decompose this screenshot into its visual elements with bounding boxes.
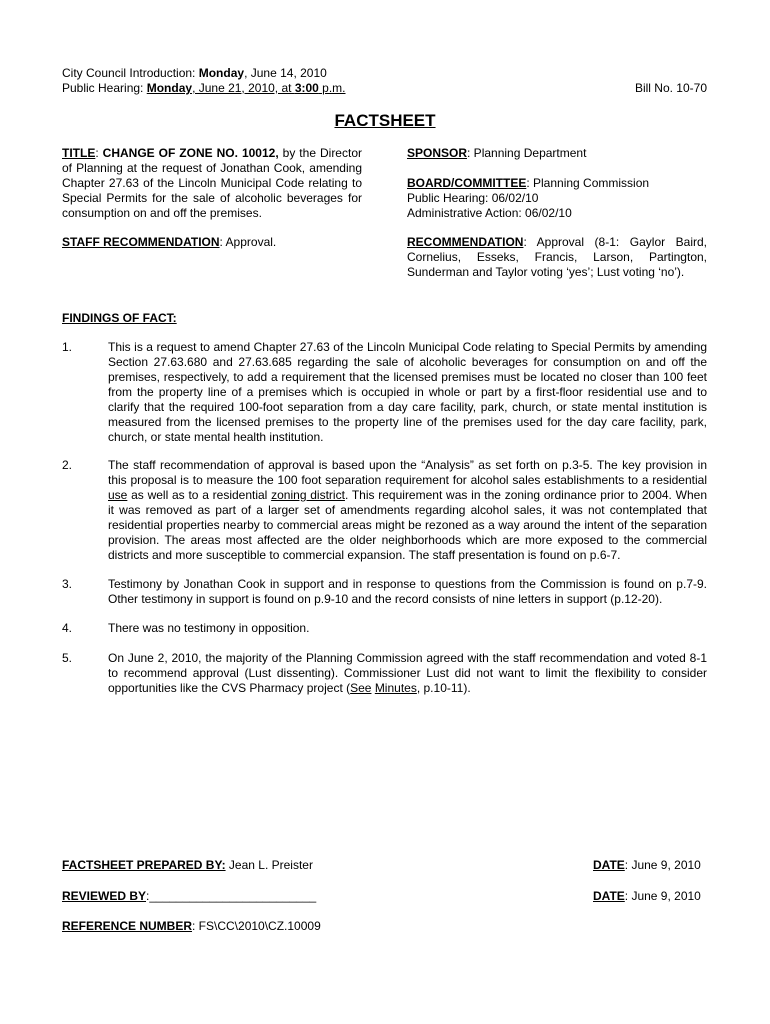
finding-text: The staff recommendation of approval is based upon the “Analysis” as set forth on p.3-5. The key provision in this proposal is to measure the 100 foot separation requirement for alcohol sales establishments to a residential use as well as to a residential zoning district. This requirement was in the zoning ordinance prior to 2004. When it was removed as part of a larger set of amendments regarding alcohol sales, it was not contemplated that residential properties nearby to commercial areas might be rezoned as a way around the intent of the separation provision. The areas most affected are the older neighborhoods which are more exposed to the commercial districts and more susceptible to commercial expansion. The staff presentation is found on p.6-7. bbox=[108, 458, 707, 562]
page-title: FACTSHEET bbox=[334, 111, 436, 130]
finding-text: This is a request to amend Chapter 27.63 of the Lincoln Municipal Code relating to Special Permits by amending Section 27.63.680 and 27.63.685 regarding the sale of alcoholic beverages for consumption on and off the premises, respectively, to add a requirement that the licensed premises must be located no closer than 100 feet from the property line of a premises which is occupied in whole or part by a first-floor residential use and to clarify that the required 100-foot separation from a day care facility, park, church, or state mental institution is measured from the licensed premises to the property line of the premises used for the day care facility, park, church, or state mental health institution. bbox=[108, 340, 707, 444]
board-committee: BOARD/COMMITTEE: Planning Commission bbox=[407, 176, 650, 190]
finding-number: 1. bbox=[62, 340, 73, 354]
ordinance-title: TITLE: CHANGE OF ZONE NO. 10012, by the Director of Planning at the request of Jonathan Cook, amending Chapter 27.63 of the Lincoln Municipal Code relating to Special Permits for the sale of alcoholic beverages for consumption on and off the premises. bbox=[62, 146, 362, 220]
finding-text: Testimony by Jonathan Cook in support and in response to questions from the Commission is found on p.7-9. Other testimony in support is found on p.9-10 and the record consists of nine letters in support (p.12-20). bbox=[108, 577, 707, 606]
commission-recommendation: RECOMMENDATION: Approval (8-1: Gaylor Baird, Cornelius, Esseks, Francis, Larson, Partington, Sunderman and Taylor voting ‘yes’; Lust voting ‘no’). bbox=[407, 235, 707, 279]
planning-public-hearing: Public Hearing: 06/02/10 bbox=[407, 191, 539, 205]
intro-day: Monday bbox=[198, 66, 245, 80]
reviewed-date: DATE: June 9, 2010 bbox=[593, 889, 701, 903]
council-introduction-line: City Council Introduction: Monday, June 14, 2010 bbox=[62, 66, 327, 80]
sponsor: SPONSOR: Planning Department bbox=[407, 146, 587, 160]
staff-recommendation: STAFF RECOMMENDATION: Approval. bbox=[62, 235, 277, 249]
finding-number: 5. bbox=[62, 651, 73, 665]
finding-text: On June 2, 2010, the majority of the Planning Commission agreed with the staff recommendation and voted 8-1 to recommend approval (Lust dissenting). Commissioner Lust did not want to limit the flexibility to consider opportunities like the CVS Pharmacy project (See Minutes, p.10-11). bbox=[108, 651, 707, 695]
hearing-day: Monday bbox=[146, 81, 193, 95]
public-hearing-line: Public Hearing: Monday, June 21, 2010, at 3:00 p.m. bbox=[62, 81, 346, 95]
finding-number: 4. bbox=[62, 621, 73, 635]
findings-heading: FINDINGS OF FACT: bbox=[62, 311, 177, 325]
prepared-by: FACTSHEET PREPARED BY: Jean L. Preister bbox=[62, 858, 313, 872]
administrative-action: Administrative Action: 06/02/10 bbox=[407, 206, 572, 220]
finding-number: 3. bbox=[62, 577, 73, 591]
prepared-date: DATE: June 9, 2010 bbox=[593, 858, 701, 872]
reference-number: REFERENCE NUMBER: FS\CC\2010\CZ.10009 bbox=[62, 919, 321, 933]
reviewed-by: REVIEWED BY:_________________________ bbox=[62, 889, 317, 903]
hearing-time: 3:00 bbox=[294, 81, 319, 95]
finding-number: 2. bbox=[62, 458, 73, 472]
finding-text: There was no testimony in opposition. bbox=[108, 621, 310, 635]
bill-number: Bill No. 10-70 bbox=[634, 81, 707, 95]
